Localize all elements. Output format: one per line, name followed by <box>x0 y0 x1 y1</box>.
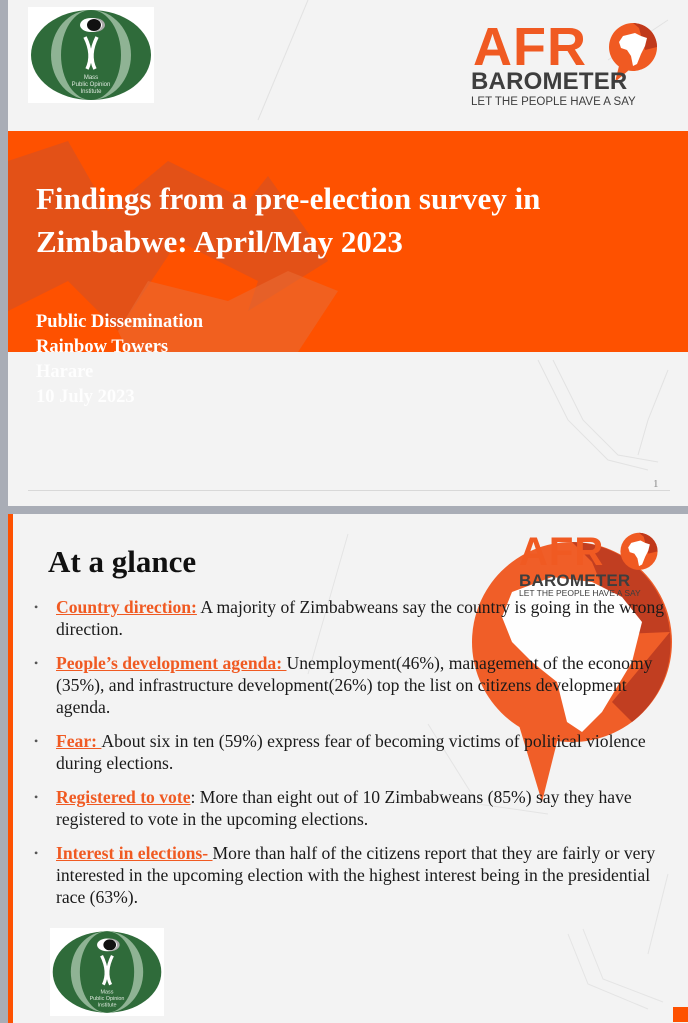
finding-fear <box>32 730 672 774</box>
presentation-subtitle <box>36 310 203 410</box>
finding-label[interactable]: Country direction: <box>56 597 197 617</box>
finding-interest-in-elections <box>32 842 672 908</box>
accent-bar <box>8 514 13 1023</box>
finding-registered-to-vote <box>32 786 672 830</box>
finding-text: Unemployment(46%), management of the economy (35%), and infrastructure development(26%) top the list on citizens development agenda. <box>56 653 653 717</box>
slide-title: At a glance <box>48 544 197 579</box>
finding-text: : More than eight out of 10 Zimbabweans (85%) say they have registered to vote in the upcoming elections. <box>56 787 632 829</box>
afro-wordmark: AFR <box>473 17 587 77</box>
at-a-glance-slide[interactable] <box>8 514 688 1023</box>
mpoi-emblem-icon <box>28 7 154 103</box>
bullet-icon: • <box>34 790 39 804</box>
finding-label[interactable]: People’s development agenda: <box>56 653 287 673</box>
subtitle-city: Harare <box>36 362 94 382</box>
footer-divider <box>28 490 670 491</box>
subtitle-venue: Rainbow Towers <box>36 337 169 357</box>
bullet-icon: • <box>34 846 39 860</box>
title-slide[interactable] <box>8 0 688 506</box>
subtitle-event: Public Dissemination <box>36 312 204 332</box>
svg-text:Institute: Institute <box>97 1002 117 1009</box>
svg-text:Public Opinion: Public Opinion <box>89 996 125 1003</box>
finding-text: More than half of the citizens report that they are fairly or very interested in the upcoming election with the highest interest being in the presidential race (63%). <box>56 843 656 907</box>
afrobarometer-tagline: LET THE PEOPLE HAVE A SAY <box>519 588 641 598</box>
bullet-icon: • <box>34 600 39 614</box>
afro-wordmark: AFR <box>519 530 605 574</box>
findings-list <box>32 596 672 920</box>
finding-label[interactable]: Fear: <box>56 731 102 751</box>
finding-country-direction <box>32 596 672 640</box>
afrobarometer-tagline: LET THE PEOPLE HAVE A SAY <box>471 96 636 108</box>
slide-number: 1 <box>653 478 659 490</box>
corner-accent <box>673 1007 688 1022</box>
subtitle-date: 10 July 2023 <box>36 387 135 407</box>
svg-text:Institute: Institute <box>80 89 102 95</box>
bullet-icon: • <box>34 734 39 748</box>
mpoi-emblem-icon <box>50 928 164 1016</box>
presentation-title: Findings from a pre-election survey in Zimbabwe: April/May 2023 <box>36 181 541 259</box>
mpoi-logo <box>50 928 164 1016</box>
mpoi-logo <box>28 7 154 103</box>
finding-development-agenda <box>32 652 672 718</box>
svg-text:Mass: Mass <box>100 989 114 996</box>
finding-text: About six in ten (59%) express fear of becoming victims of political violence during elections. <box>56 731 646 773</box>
barometer-wordmark: BAROMETER <box>471 68 628 95</box>
finding-label[interactable]: Interest in elections- <box>56 843 213 863</box>
svg-text:Public Opinion: Public Opinion <box>71 82 111 88</box>
afrobarometer-logo <box>463 17 663 112</box>
finding-text: A majority of Zimbabweans say the country is going in the wrong direction. <box>56 597 665 639</box>
finding-label[interactable]: Registered to vote <box>56 787 191 807</box>
bullet-icon: • <box>34 656 39 670</box>
svg-text:Mass: Mass <box>83 75 99 81</box>
barometer-wordmark: BAROMETER <box>519 571 631 590</box>
